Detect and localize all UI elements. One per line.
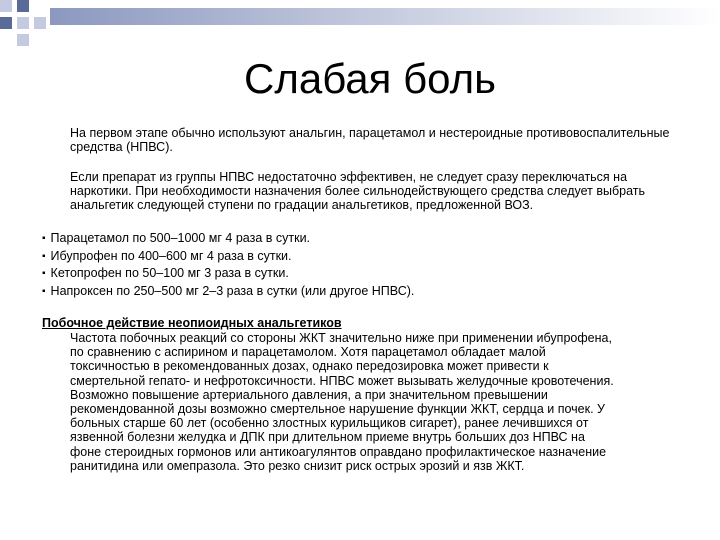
slide-decoration (0, 0, 720, 60)
deco-square (17, 0, 29, 12)
deco-square (17, 17, 29, 29)
deco-square (34, 17, 46, 29)
dosage-list (42, 230, 682, 300)
list-item: ▪ Парацетамол по 500–1000 мг 4 раза в сутки. (42, 230, 682, 248)
deco-square (17, 34, 29, 46)
list-item: ▪ Ибупрофен по 400–600 мг 4 раза в сутки. (42, 248, 682, 266)
header-gradient-bar (50, 8, 720, 25)
side-effects-text: Частота побочных реакций со стороны ЖКТ значительно ниже при применении ибупрофена, по сравнению с аспирином и парацетамолом. Хотя парацетамол обладает малой токсичностью в рекомендованных дозах, однако передозировка может привести к смертельной гепато- и нефротоксичности. НПВС может вызывать желудочные кровотечения. Возможно повышение артериального давления, а при значительном превышении рекомендованной дозы возможно смертельное нарушение функции ЖКТ, сердца и почек. У больных старше 60 лет (особенно злостных курильщиков сигарет), ранее лечившихся от язвенной болезни желудка и ДПК при длительном приеме внутрь больших доз НПВС на фоне стероидных гормонов или антикоагулянтов оправдано профилактическое назначение ранитидина или омепразола. Это резко снизит риск острых эрозий и язв ЖКТ. (70, 331, 614, 473)
deco-square (0, 17, 12, 29)
deco-square (0, 0, 12, 12)
list-item: ▪ Напроксен по 250–500 мг 2–3 раза в сутки (или другое НПВС). (42, 283, 682, 301)
list-item: ▪ Кетопрофен по 50–100 мг 3 раза в сутки. (42, 265, 682, 283)
escalation-paragraph: Если препарат из группы НПВС недостаточно эффективен, не следует сразу переключаться на наркотики. При необходимости назначения более сильнодействующего средства следует выбрать анальгетик следующей ступени по градации анальгетиков, предложенной ВОЗ. (70, 170, 646, 212)
slide-title: Слабая боль (244, 55, 496, 102)
intro-paragraph: На первом этапе обычно используют анальгин, парацетамол и нестероидные противовоспалительные средства (НПВС). (70, 126, 670, 154)
side-effects-heading: Побочное действие неопиоидных анальгетиков (42, 316, 342, 330)
